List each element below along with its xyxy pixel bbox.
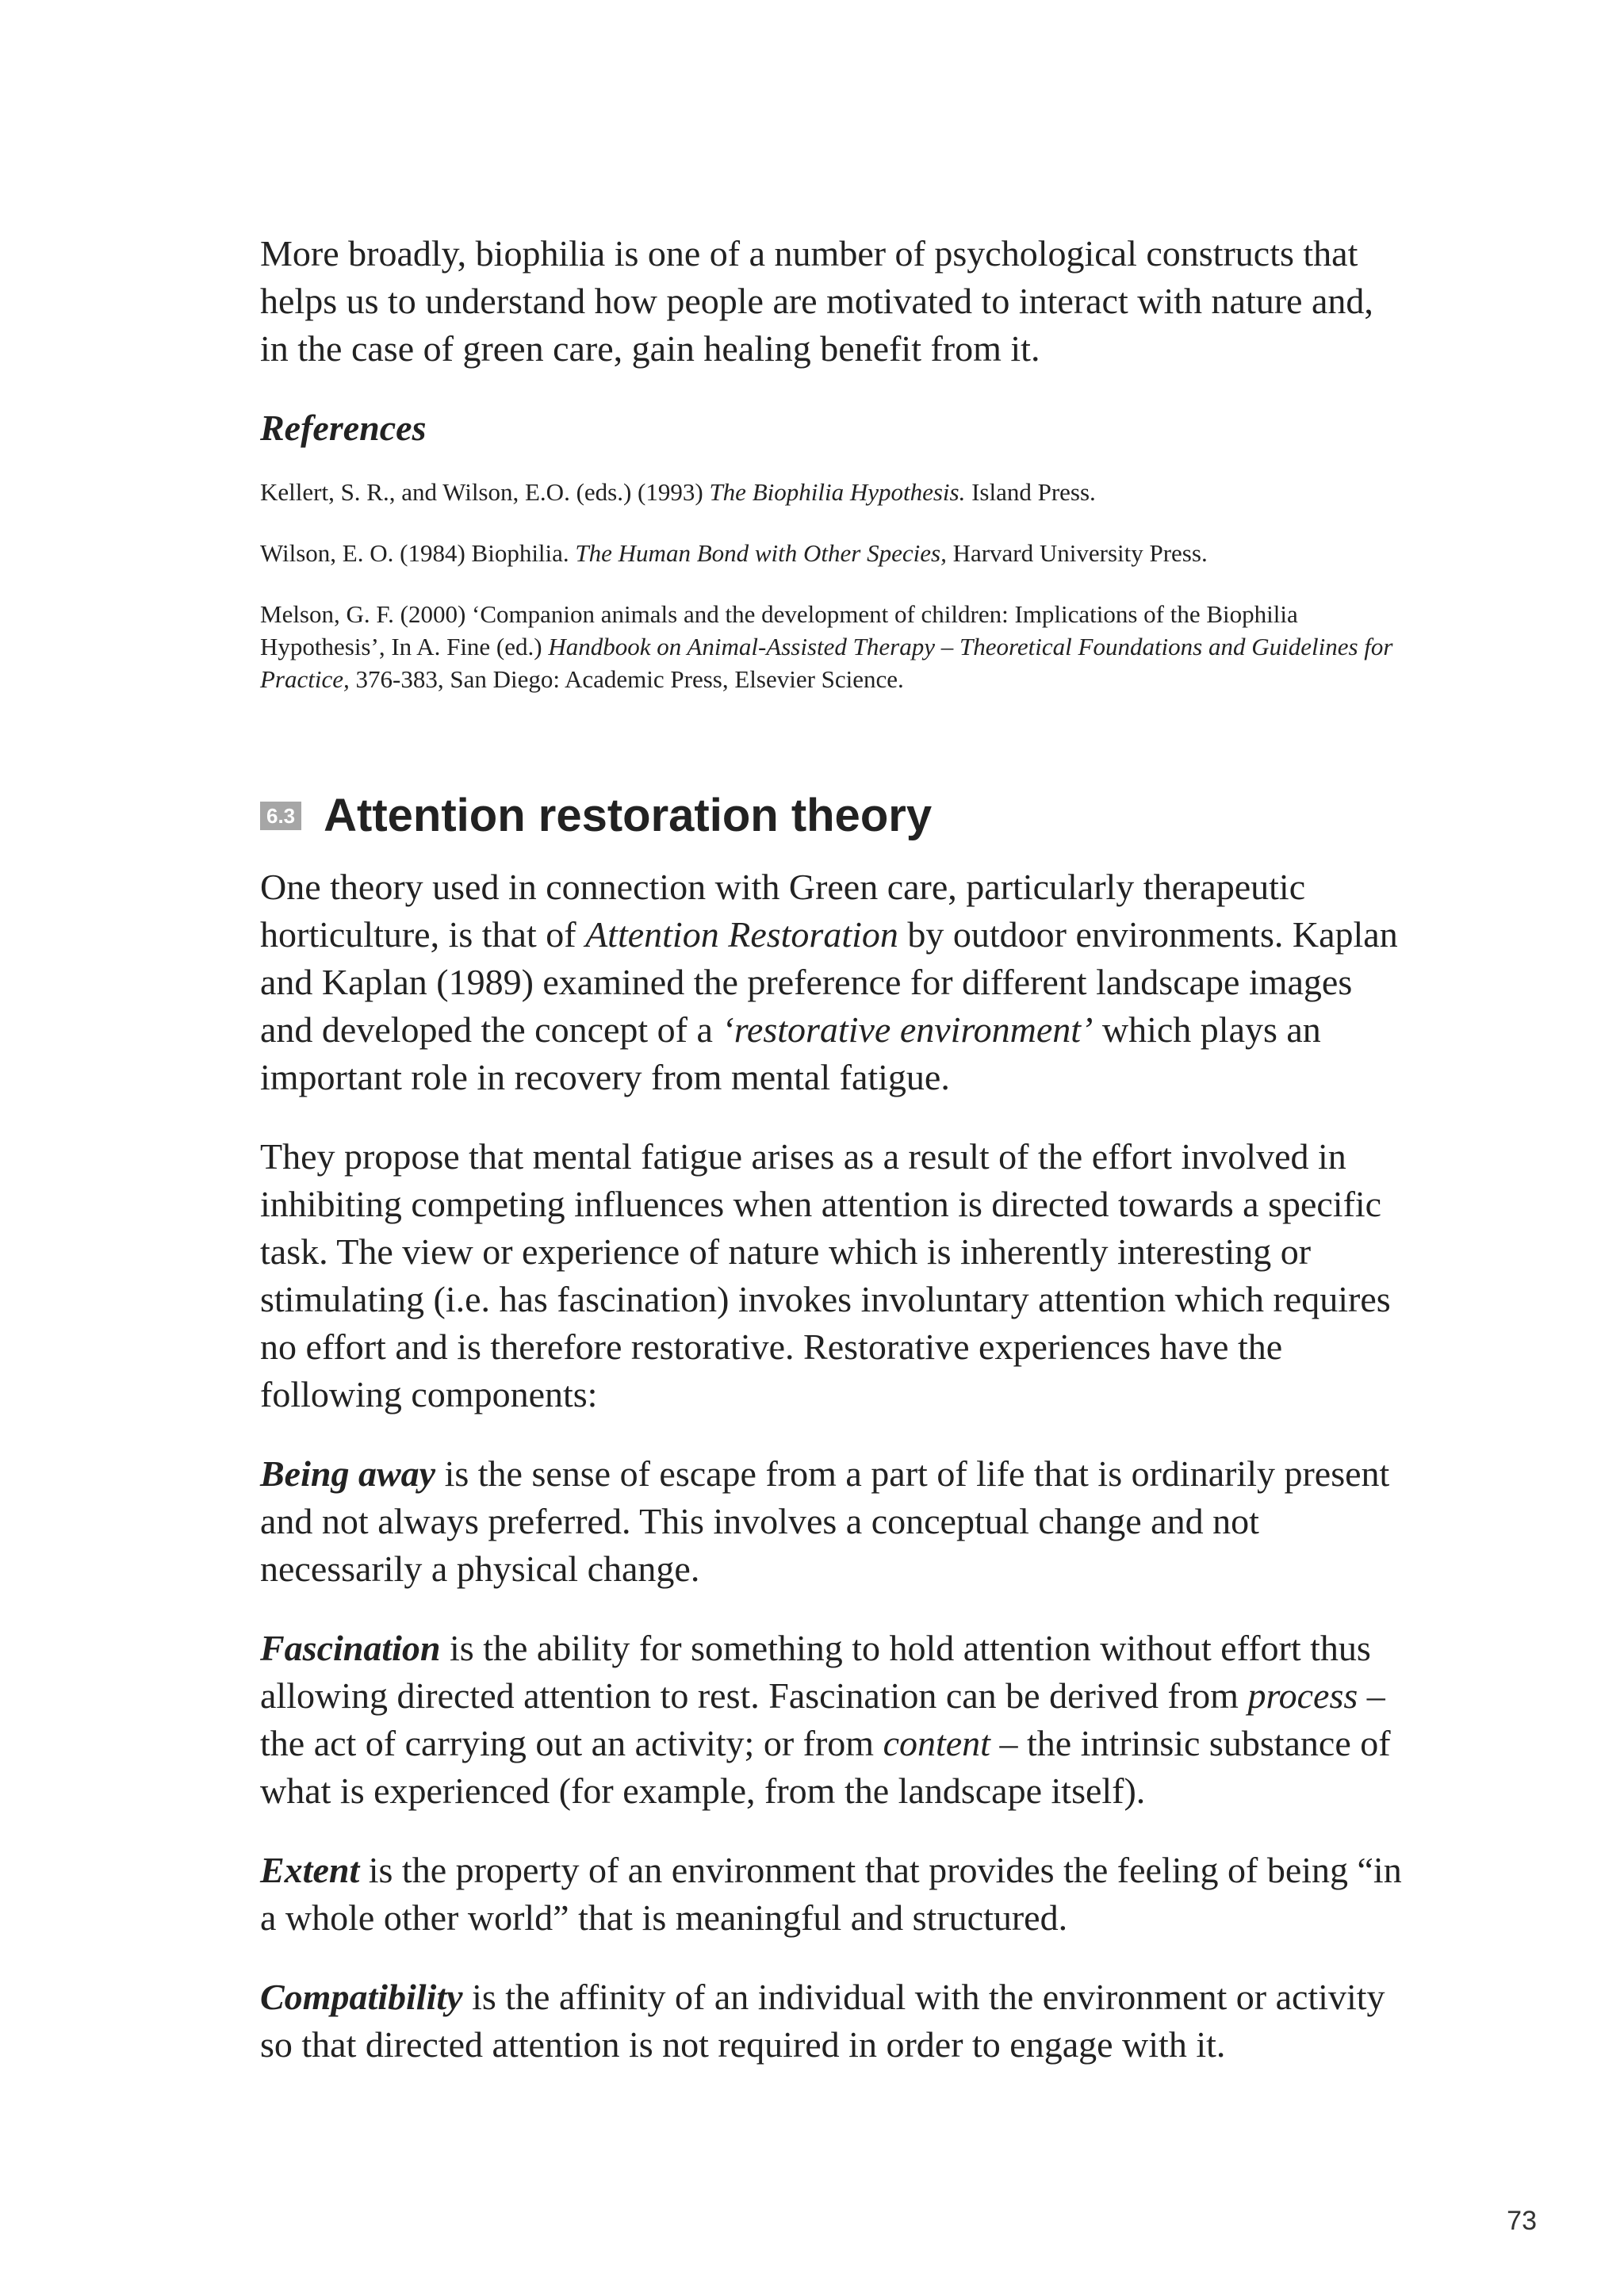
fascination-paragraph: Fascination is the ability for something to hold attention without effort thus allowing directed attention to rest. Fascination can be derived from process – the act of carrying out an activity; or from content – the intrinsic substance of what is experienced (for example, from the landscape itself). bbox=[260, 1628, 1391, 1811]
being-away-term: Being away bbox=[260, 1453, 436, 1494]
page-number: 73 bbox=[1507, 2206, 1537, 2236]
page-content bbox=[260, 230, 1402, 2100]
reference-wilson: Wilson, E. O. (1984) Biophilia. The Human Bond with Other Species, Harvard University Press. bbox=[260, 539, 1208, 567]
section-number-badge: 6.3 bbox=[260, 802, 301, 830]
references-heading: References bbox=[260, 408, 427, 448]
section-title: Attention restoration theory bbox=[324, 790, 933, 841]
extent-paragraph: Extent is the property of an environment that provides the feeling of being “in a whole other world” that is meaningful and structured. bbox=[260, 1850, 1402, 1938]
compatibility-term: Compatibility bbox=[260, 1977, 463, 2017]
being-away-paragraph: Being away is the sense of escape from a part of life that is ordinarily present and not always preferred. This involves a conceptual change and not necessarily a physical change. bbox=[260, 1453, 1390, 1589]
fascination-term: Fascination bbox=[260, 1628, 441, 1668]
section-heading bbox=[260, 790, 1402, 841]
extent-term: Extent bbox=[260, 1850, 360, 1890]
intro-text: More broadly, biophilia is one of a number of psychological constructs that helps us to understand how people are motivated to interact with nature and, in the case of green care, gain healing benefit from it. bbox=[260, 233, 1373, 369]
attention-restoration-paragraph: One theory used in connection with Green care, particularly therapeutic horticulture, is that of Attention Restoration by outdoor environments. Kaplan and Kaplan (1989) examined the preference for different landscape images and developed the concept of a ‘restorative environment’ which plays an important role in recovery from mental fatigue. bbox=[260, 867, 1398, 1097]
compatibility-paragraph: Compatibility is the affinity of an individual with the environment or activity so that directed attention is not required in order to engage with it. bbox=[260, 1977, 1385, 2065]
intro-paragraph bbox=[260, 230, 1402, 373]
mental-fatigue-paragraph: They propose that mental fatigue arises as a result of the effort involved in inhibiting competing influences when attention is directed towards a specific task. The view or experience of nature which is inherently interesting or stimulating (i.e. has fascination) invokes involuntary attention which requires no effort and is therefore restorative. Restorative experiences have the following components: bbox=[260, 1136, 1391, 1414]
reference-melson: Melson, G. F. (2000) ‘Companion animals and the development of children: Implications of the Biophilia Hypothesis’, In A. Fine (ed.) Handbook on Animal-Assisted Therapy – Theoretical Foundations and Guidelines for Practice, 376-383, San Diego: Academic Press, Elsevier Science. bbox=[260, 600, 1393, 693]
reference-kellert: Kellert, S. R., and Wilson, E.O. (eds.) (1993) The Biophilia Hypothesis. Island Press. bbox=[260, 478, 1096, 506]
